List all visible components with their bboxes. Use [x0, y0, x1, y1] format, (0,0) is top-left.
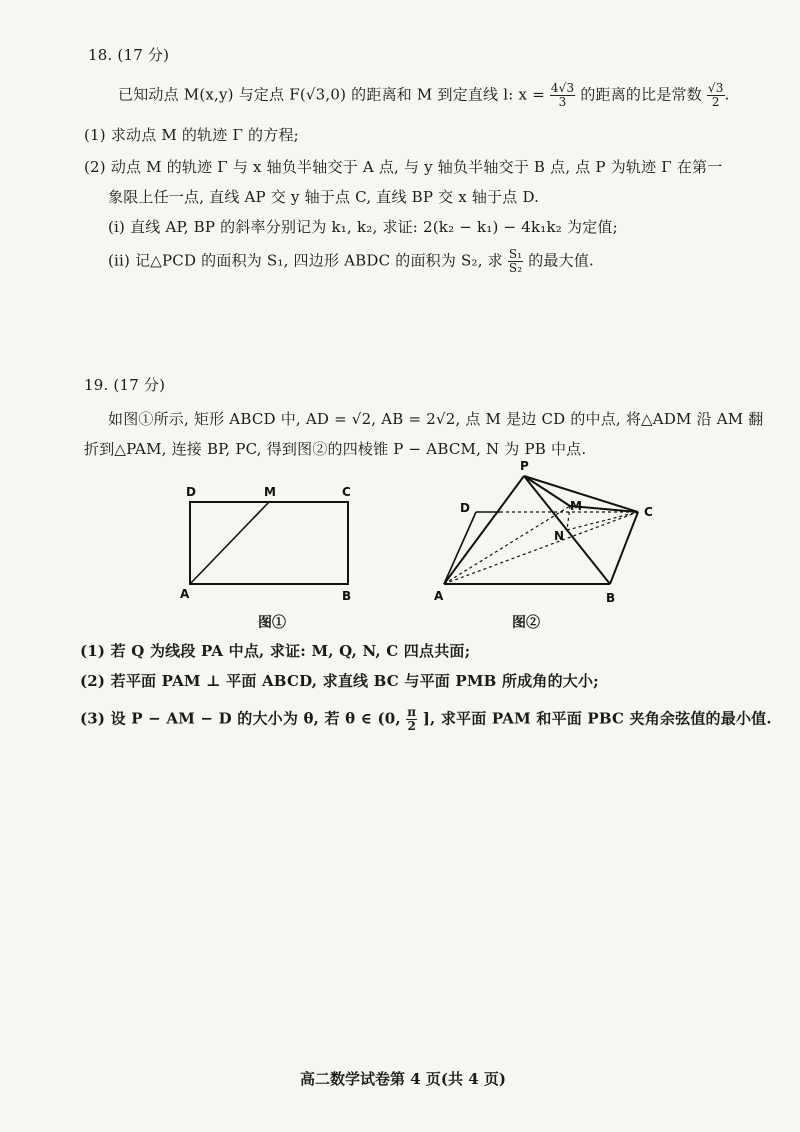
q19-part3-a: (3) 设 P − AM − D 的大小为 θ, 若 θ ∈ (0,	[80, 709, 401, 728]
fig2-label-n: N	[554, 529, 565, 543]
edge-pm	[524, 476, 570, 506]
q18-part2-i: (i) 直线 AP, BP 的斜率分别记为 k₁, k₂, 求证: 2(k₂ − k₁) − 4k₁k₂ 为定值;	[108, 218, 618, 236]
q19-intro-line2: 折到△PAM, 连接 BP, PC, 得到图②的四棱锥 P − ABCM, N 为 PB 中点.	[84, 440, 587, 458]
fig2-label-p: P	[520, 459, 529, 473]
edge-pa	[444, 476, 524, 584]
rect-abcd	[190, 502, 348, 584]
q19-part2: (2) 若平面 PAM ⊥ 平面 ABCD, 求直线 BC 与平面 PMB 所成角的大小;	[80, 672, 599, 690]
q19-header: 19. (17 分)	[84, 376, 166, 394]
hidden-ac	[444, 512, 638, 584]
q18-intro: 已知动点 M(x,y) 与定点 F(√3,0) 的距离和 M 到定直线 l: x = $\frac{4√3}{3}$ 的距离的比是常数 $\frac{√3}{2}$ .	[118, 81, 730, 109]
fig2-label-m: M	[570, 499, 582, 513]
q18-ratio-fraction	[508, 248, 523, 275]
q18-ratio-den: S₂	[508, 261, 523, 275]
q18-const-den: 2	[711, 95, 720, 109]
q18-part2-line1: (2) 动点 M 的轨迹 Γ 与 x 轴负半轴交于 A 点, 与 y 轴负半轴交于 B 点, 点 P 为轨迹 Γ 在第一	[84, 158, 723, 176]
fig1-label-a: A	[180, 587, 190, 601]
q19-intro-line1: 如图①所示, 矩形 ABCD 中, AD = √2, AB = 2√2, 点 M 是边 CD 的中点, 将△ADM 沿 AM 翻	[108, 410, 764, 428]
q18-intro-a: 已知动点 M(x,y) 与定点 F(√3,0) 的距离和 M 到定直线 l: x =	[118, 85, 545, 104]
fig2-label-d: D	[460, 501, 470, 515]
fig1-label-d: D	[186, 485, 196, 499]
q18-line-frac-num: 4√3	[550, 81, 575, 95]
q18-part1: (1) 求动点 M 的轨迹 Γ 的方程;	[84, 126, 299, 144]
segment-am	[190, 502, 269, 584]
q18-ratio-num: S₁	[508, 247, 523, 261]
q18-part2-ii	[108, 248, 594, 275]
q19-pi-num: π	[407, 705, 417, 719]
q18-part2-line2: 象限上任一点, 直线 AP 交 y 轴于点 C, 直线 BP 交 x 轴于点 D.	[108, 188, 540, 206]
edge-bc	[610, 512, 638, 584]
q19-part1: (1) 若 Q 为线段 PA 中点, 求证: M, Q, N, C 四点共面;	[80, 642, 471, 660]
q19-part3-b: ], 求平面 PAM 和平面 PBC 夹角余弦值的最小值.	[422, 709, 772, 728]
q18-const-fraction	[707, 82, 725, 109]
q18-part2-ii-a: (ii) 记△PCD 的面积为 S₁, 四边形 ABDC 的面积为 S₂, 求	[108, 251, 503, 270]
q18-line-fraction	[550, 82, 576, 109]
fig2-label-c: C	[644, 505, 653, 519]
fig1-label-b: B	[342, 589, 352, 603]
fig2-label-b: B	[606, 591, 616, 605]
page-footer: 高二数学试卷第 4 页(共 4 页)	[300, 1070, 506, 1088]
q18-intro-b: 的距离的比是常数	[580, 85, 702, 104]
q19-pi-fraction	[406, 706, 417, 733]
figure-1-rectangle	[170, 478, 370, 608]
q18-line-frac-den: 3	[558, 95, 567, 109]
q18-header: 18. (17 分)	[88, 46, 170, 64]
hidden-nc	[567, 512, 638, 530]
figure-1-caption: 图①	[258, 615, 286, 631]
figure-2-pyramid	[420, 456, 670, 608]
fig2-label-a: A	[434, 589, 444, 603]
fig1-label-m: M	[264, 485, 276, 499]
fig1-label-c: C	[342, 485, 351, 499]
q18-const-num: √3	[707, 81, 724, 95]
figure-2-caption: 图②	[512, 615, 540, 631]
q19-pi-den: 2	[407, 719, 417, 733]
q19-part3	[80, 706, 772, 733]
q18-part2-ii-b: 的最大值.	[528, 251, 595, 270]
hidden-am	[444, 506, 570, 584]
